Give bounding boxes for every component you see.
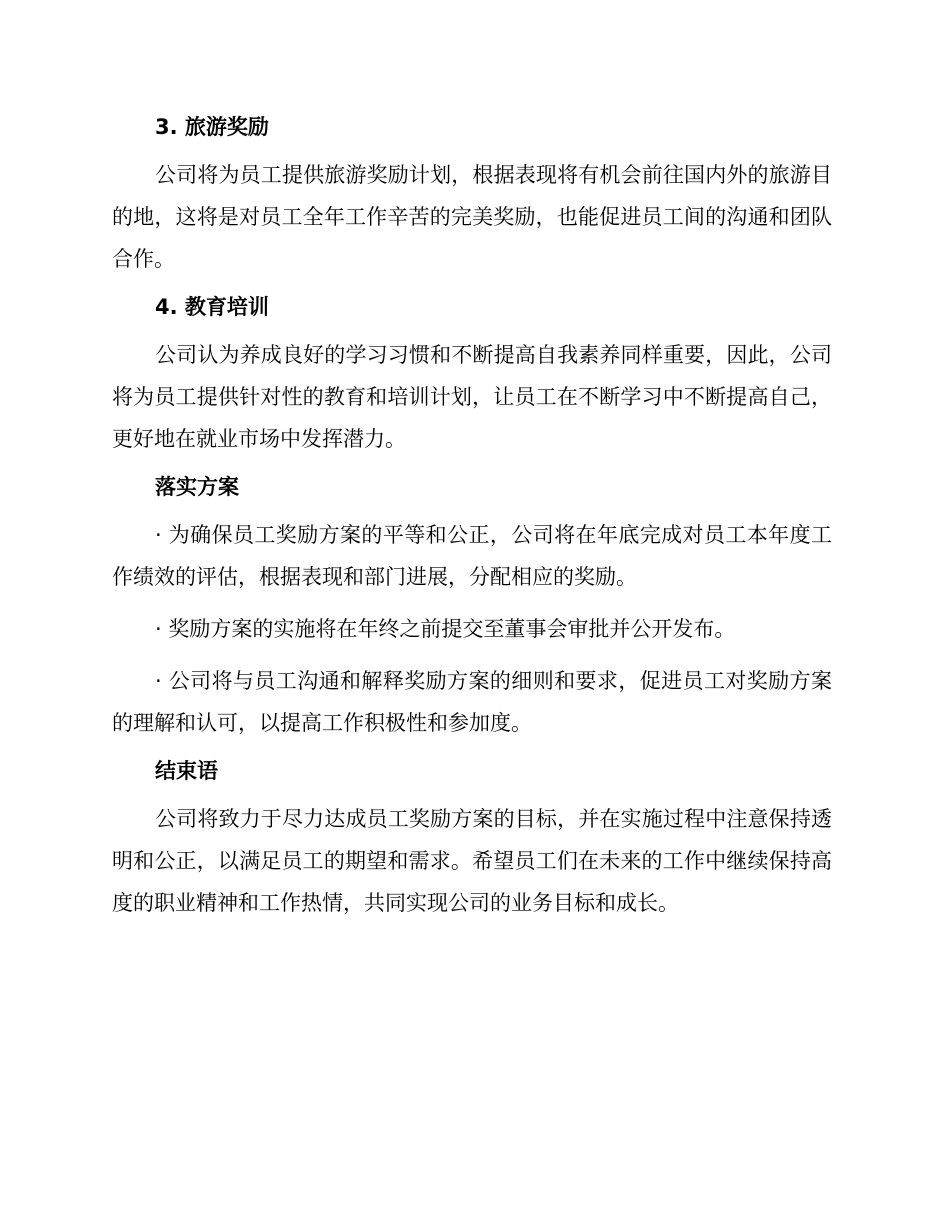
section-implementation-plan xyxy=(112,470,832,744)
document-body xyxy=(112,110,832,934)
section-heading: 落实方案 xyxy=(155,475,239,499)
section-heading: 4. 教育培训 xyxy=(155,295,269,319)
section-travel-reward xyxy=(112,110,832,280)
paragraph: 公司认为养成良好的学习习惯和不断提高自我素养同样重要，因此，公司将为员工提供针对性的教育和培训计划，让员工在不断学习中不断提高自己，更好地在就业市场中发挥潜力。 xyxy=(112,343,832,451)
section-heading: 结束语 xyxy=(155,759,218,783)
bullet-paragraph: · 奖励方案的实施将在年终之前提交至董事会审批并公开发布。 xyxy=(155,617,736,641)
paragraph: 公司将致力于尽力达成员工奖励方案的目标，并在实施过程中注意保持透明和公正，以满足员工的期望和需求。希望员工们在未来的工作中继续保持高度的职业精神和工作热情，共同实现公司的业务目标和成长。 xyxy=(112,807,832,915)
section-conclusion xyxy=(112,754,832,924)
bullet-paragraph: · 为确保员工奖励方案的平等和公正，公司将在年底完成对员工本年度工作绩效的评估，根据表现和部门进展，分配相应的奖励。 xyxy=(112,523,832,589)
bullet-paragraph: · 公司将与员工沟通和解释奖励方案的细则和要求，促进员工对奖励方案的理解和认可，以提高工作积极性和参加度。 xyxy=(112,669,832,735)
section-education-training xyxy=(112,290,832,460)
section-heading: 3. 旅游奖励 xyxy=(155,115,269,139)
paragraph: 公司将为员工提供旅游奖励计划，根据表现将有机会前往国内外的旅游目的地，这将是对员工全年工作辛苦的完美奖励，也能促进员工间的沟通和团队合作。 xyxy=(112,163,832,271)
